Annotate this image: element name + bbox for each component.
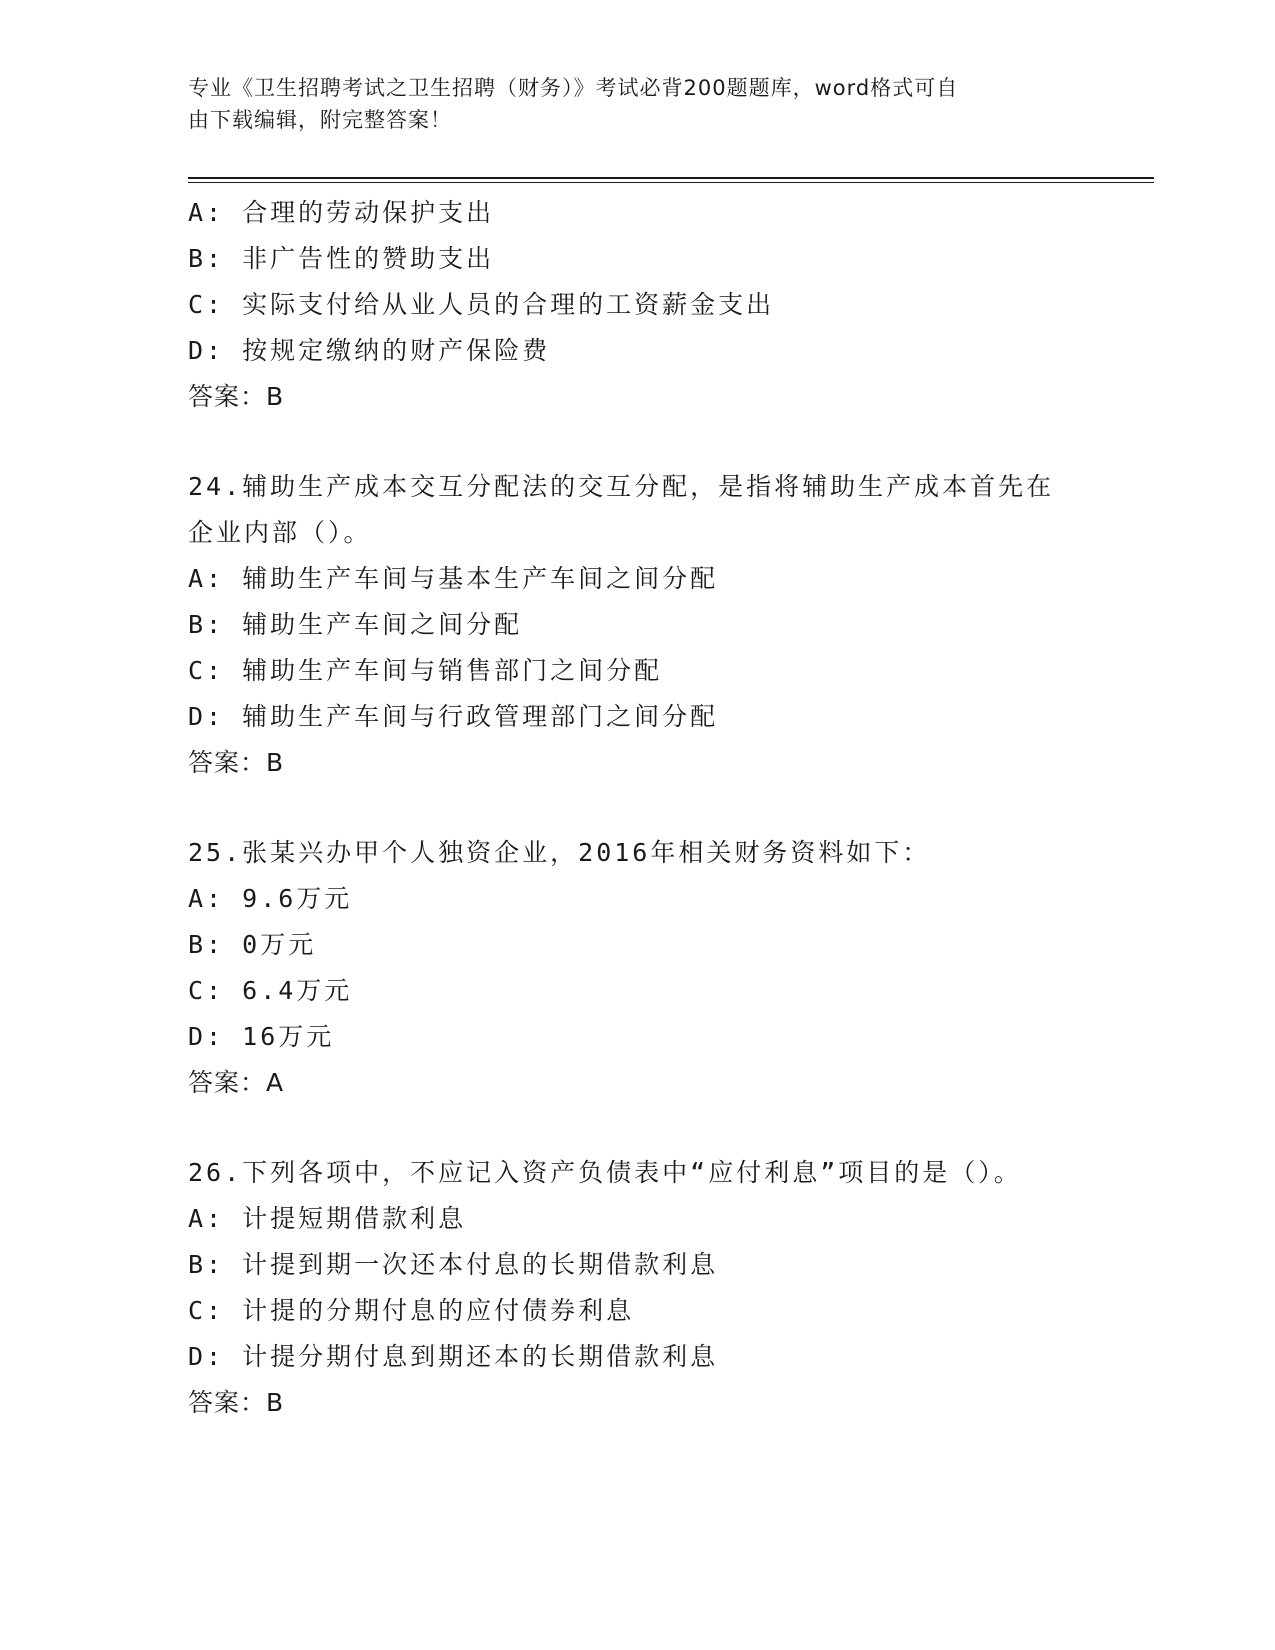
header-line-2: 由下载编辑，附完整答案！ [188,108,452,132]
answer-line: 答案：A [188,1068,285,1097]
option-c: C: 6.4万元 [188,976,353,1005]
option-b: B: 计提到期一次还本付息的长期借款利息 [188,1250,719,1279]
header-divider-thin [188,182,1154,183]
question-stem-continued: 企业内部（）。 [188,518,372,547]
option-d: D: 按规定缴纳的财产保险费 [188,336,551,365]
question-26 [188,1150,1088,1426]
question-stem: 26.下列各项中，不应记入资产负债表中“应付利息”项目的是（）。 [188,1158,1022,1187]
option-a: A: 9.6万元 [188,884,353,913]
answer-line: 答案：B [188,748,285,777]
option-c: C: 实际支付给从业人员的合理的工资薪金支出 [188,290,775,319]
option-c: C: 辅助生产车间与销售部门之间分配 [188,656,663,685]
header-line-1: 专业《卫生招聘考试之卫生招聘（财务）》考试必背200题题库，word格式可自 [188,76,959,100]
question-list [188,190,1088,1426]
option-a: A: 计提短期借款利息 [188,1204,467,1233]
option-d: D: 计提分期付息到期还本的长期借款利息 [188,1342,719,1371]
header-divider-thick [188,177,1154,179]
document-header [188,72,1068,136]
option-b: B: 非广告性的赞助支出 [188,244,495,273]
answer-line: 答案：B [188,1388,285,1417]
option-a: A: 辅助生产车间与基本生产车间之间分配 [188,564,719,593]
question-23 [188,190,1088,420]
option-a: A: 合理的劳动保护支出 [188,198,495,227]
question-24 [188,464,1088,786]
option-c: C: 计提的分期付息的应付债券利息 [188,1296,635,1325]
question-stem: 25.张某兴办甲个人独资企业，2016年相关财务资料如下： [188,838,931,867]
option-d: D: 辅助生产车间与行政管理部门之间分配 [188,702,719,731]
answer-line: 答案：B [188,382,285,411]
question-stem: 24.辅助生产成本交互分配法的交互分配，是指将辅助生产成本首先在 [188,472,1055,501]
option-b: B: 辅助生产车间之间分配 [188,610,523,639]
option-d: D: 16万元 [188,1022,335,1051]
option-b: B: 0万元 [188,930,317,959]
question-25 [188,830,1088,1106]
